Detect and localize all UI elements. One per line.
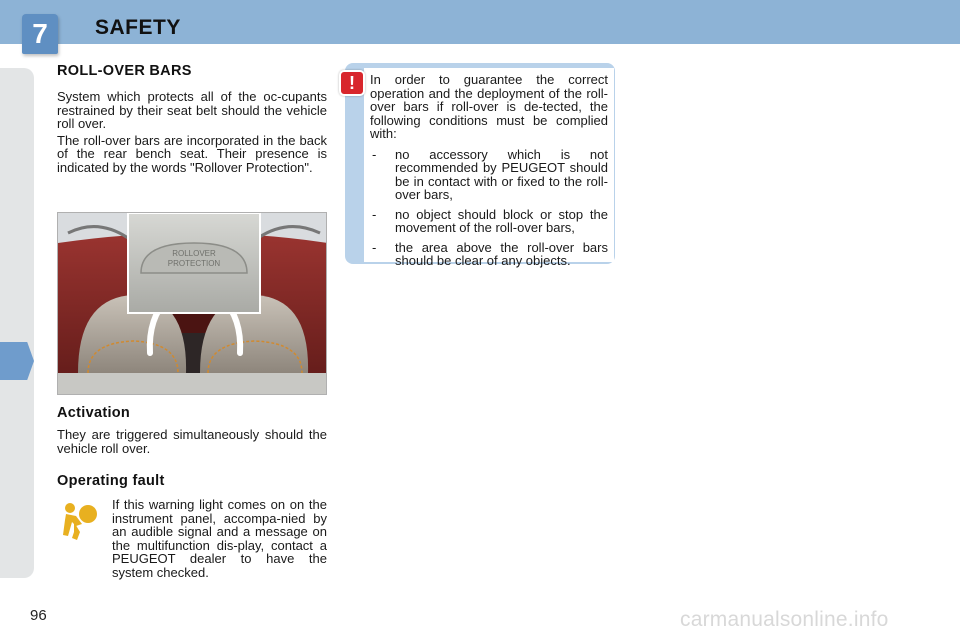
rollover-section xyxy=(57,62,327,174)
fault-text: If this warning light comes on on the instrument panel, accompa-nied by an audible signal and a message on the multifunction dis-play, contact a PEUGEOT dealer to have the system checked. xyxy=(112,497,327,580)
activation-section xyxy=(57,404,327,455)
rollover-bars-photo xyxy=(57,212,327,395)
rollover-paragraph-2: The roll-over bars are incorporated in the back of the rear bench seat. Their presence is indicated by the words "Rollover Protection". xyxy=(57,132,327,175)
warning-list xyxy=(370,148,608,268)
side-bar xyxy=(0,68,34,578)
activation-text: They are triggered simultaneously should the vehicle roll over. xyxy=(57,427,327,456)
exclamation-icon: ! xyxy=(339,70,365,96)
warning-item: - no accessory which is not recommended by PEUGEOT should be in contact with or fixed to the roll-over bars, xyxy=(372,146,608,202)
warning-intro: In order to guarantee the correct operation and the deployment of the roll-over bars if roll-over is de-tected, the following conditions must be complied with: xyxy=(370,72,608,141)
fault-section xyxy=(57,472,327,490)
car-interior-illustration xyxy=(58,213,327,395)
warning-box xyxy=(364,68,614,268)
rollover-heading: ROLL-OVER BARS xyxy=(57,63,192,79)
activation-heading: Activation xyxy=(57,405,131,421)
warning-item: - no object should block or stop the movement of the roll-over bars, xyxy=(372,206,608,235)
page-number: 96 xyxy=(30,607,47,624)
rollover-label-line1: ROLLOVER xyxy=(172,249,216,258)
fault-heading: Operating fault xyxy=(57,473,165,489)
rollover-paragraph-1: System which protects all of the oc-cupants restrained by their seat belt should the vehicle roll over. xyxy=(57,89,327,131)
watermark: carmanualsonline.info xyxy=(680,608,889,631)
chapter-tab xyxy=(22,14,58,54)
airbag-warning-icon xyxy=(60,500,102,542)
chapter-number: 7 xyxy=(32,18,48,49)
rollover-label-line2: PROTECTION xyxy=(167,259,221,268)
side-chapter-marker xyxy=(0,342,34,380)
page-title: SAFETY xyxy=(95,16,181,39)
warning-item: - the area above the roll-over bars should be clear of any objects. xyxy=(372,239,608,268)
